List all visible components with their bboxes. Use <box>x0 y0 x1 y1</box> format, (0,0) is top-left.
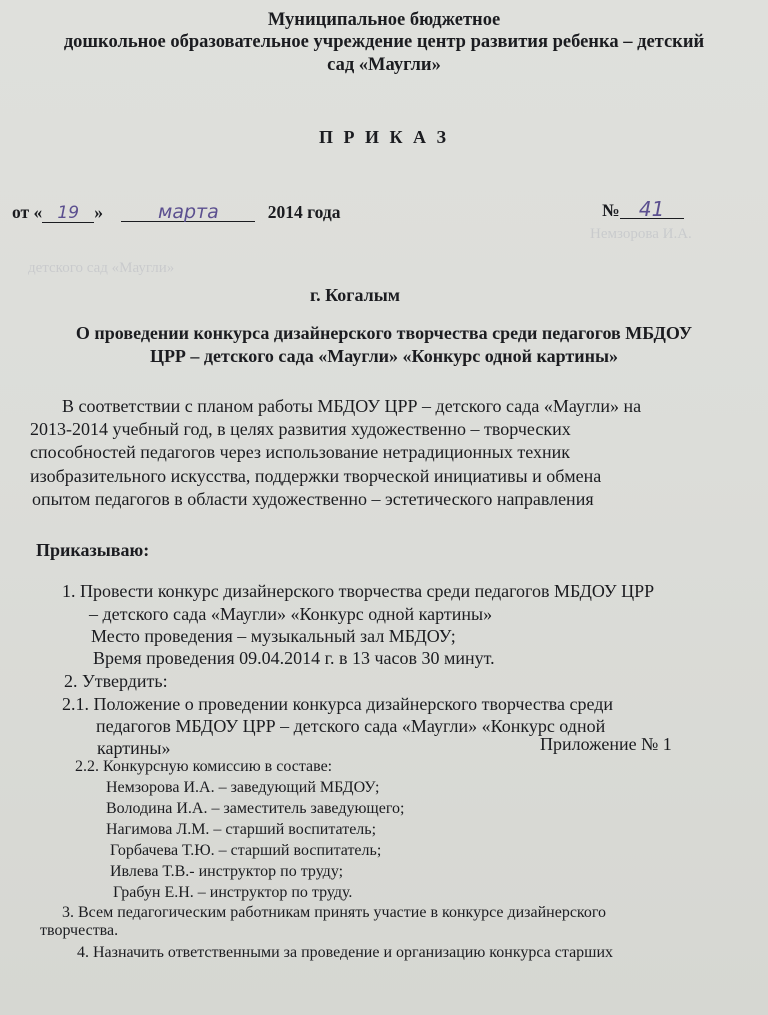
order-number-value: 41 <box>620 200 684 219</box>
institution-name-line2: дошкольное образовательное учреждение центр развития ребенка – детский <box>63 32 705 52</box>
preamble-line: опытом педагогов в области художественно – эстетического направления <box>32 489 594 509</box>
date-close-quote: » <box>94 202 103 222</box>
item-2-1-line: 2.1. Положение о проведении конкурса дизайнерского творчества среди <box>62 694 614 714</box>
show-through-text: детского сад «Маугли» <box>28 260 175 276</box>
institution-name-line3: сад «Маугли» <box>327 55 441 75</box>
item-1-line: 1. Провести конкурс дизайнерского творчества среди педагогов МБДОУ ЦРР <box>62 581 655 601</box>
date-year: 2014 года <box>267 202 341 222</box>
city: г. Когалым <box>310 285 401 305</box>
item-3-line: творчества. <box>40 922 119 939</box>
commission-member: Володина И.А. – заместитель заведующего; <box>106 800 405 817</box>
item-2-1-line: картины» <box>97 738 171 758</box>
item-1-line: Место проведения – музыкальный зал МБДОУ; <box>91 626 456 646</box>
item-1-line: Время проведения 09.04.2014 г. в 13 часов 30 минут. <box>93 648 495 668</box>
commission-member: Ивлева Т.В.- инструктор по труду; <box>110 863 344 880</box>
subject-line1: О проведении конкурса дизайнерского творчества среди педагогов МБДОУ <box>75 323 693 343</box>
commission-member: Горбачева Т.Ю. – старший воспитатель; <box>110 842 382 859</box>
appendix-reference: Приложение № 1 <box>540 734 672 754</box>
commission-member: Немзорова И.А. – заведующий МБДОУ; <box>106 779 380 796</box>
preamble-line: способностей педагогов через использование нетрадиционных техник <box>30 442 570 462</box>
item-3-line: 3. Всем педагогическим работникам принять участие в конкурсе дизайнерского <box>62 904 607 921</box>
date-prefix: от « <box>12 202 43 222</box>
institution-name-line1: Муниципальное бюджетное <box>267 10 501 30</box>
preamble-line: изобразительного искусства, поддержки творческой инициативы и обмена <box>30 466 602 486</box>
item-2-1-line: педагогов МБДОУ ЦРР – детского сада «Маугли» «Конкурс одной <box>96 716 606 736</box>
preamble-line: 2013-2014 учебный год, в целях развития художественно – творческих <box>30 419 571 439</box>
item-1-line: – детского сада «Маугли» «Конкурс одной картины» <box>89 604 493 624</box>
show-through-text: Немзорова И.А. <box>590 226 692 242</box>
subject-line2: ЦРР – детского сада «Маугли» «Конкурс одной картины» <box>149 346 619 366</box>
item-4-line: 4. Назначить ответственными за проведение и организацию конкурса старших <box>77 944 614 961</box>
date-month: марта <box>121 203 255 222</box>
preamble-line: В соответствии с планом работы МБДОУ ЦРР – детского сада «Маугли» на <box>62 396 642 416</box>
commission-member: Грабун Е.Н. – инструктор по труду. <box>113 884 353 901</box>
commission-member: Нагимова Л.М. – старший воспитатель; <box>106 821 377 838</box>
item-2: 2. Утвердить: <box>64 671 168 691</box>
document-title: П Р И К А З <box>318 127 450 147</box>
item-2-2: 2.2. Конкурсную комиссию в составе: <box>75 758 333 775</box>
date-day: 19 <box>42 204 94 223</box>
order-number <box>602 197 684 221</box>
date-line <box>12 202 340 223</box>
order-number-label: № <box>602 200 620 220</box>
order-word: Приказываю: <box>36 540 150 560</box>
